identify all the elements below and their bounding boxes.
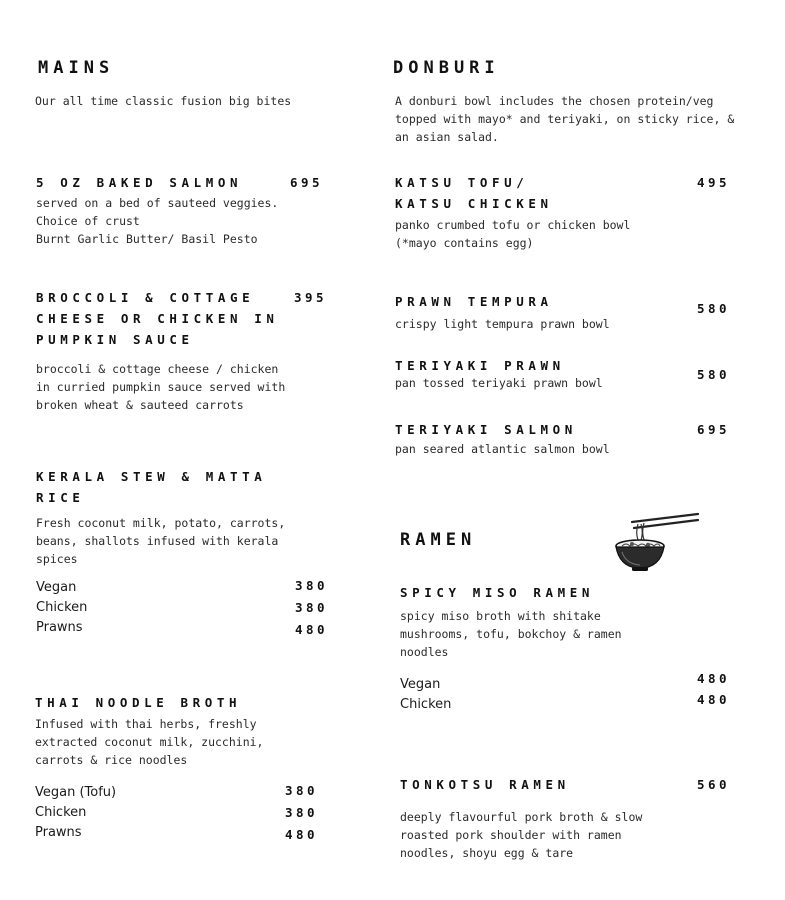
menu-item-name: BROCCOLI & COTTAGE CHEESE OR CHICKEN IN PUMPKIN SAUCE [36,290,279,347]
mains-title: MAINS [38,58,115,78]
ramen-title: RAMEN [400,530,477,550]
menu-item-price: 695 [697,422,731,437]
menu-item-name: KATSU TOFU/ KATSU CHICKEN [395,175,553,211]
menu-item-description: broccoli & cottage cheese / chicken in curried pumpkin sauce served with broken wheat & sauteed carrots [36,362,286,412]
variant-label: Prawns [35,825,82,840]
menu-item-name: KERALA STEW & MATTA RICE [36,469,267,505]
variant-label: Chicken [35,805,87,820]
menu-item-description: deeply flavourful pork broth & slow roasted pork shoulder with ramen noodles, shoyu egg & tare [400,810,643,860]
menu-item-description: Infused with thai herbs, freshly extracted coconut milk, zucchini, carrots & rice noodles [35,717,264,767]
menu-item-description: Fresh coconut milk, potato, carrots, beans, shallots infused with kerala spices [36,516,286,566]
variant-label: Chicken [400,697,452,712]
variant-price: 380 [295,578,329,593]
variant-price: 480 [697,671,731,686]
menu-item-name: 5 OZ BAKED SALMON [36,175,243,190]
menu-item-price: 695 [290,175,324,190]
menu-item-description: served on a bed of sauteed veggies. Choice of crust Burnt Garlic Butter/ Basil Pesto [36,196,279,246]
donburi-title: DONBURI [393,58,500,78]
variant-label: Vegan [400,677,441,692]
variant-price: 380 [295,600,329,615]
variant-label: Vegan (Tofu) [35,785,117,800]
menu-item-name: TERIYAKI SALMON [395,422,577,437]
menu-item-description: pan seared atlantic salmon bowl [395,442,610,456]
menu-item-name: PRAWN TEMPURA [395,294,553,309]
menu-item-price: 580 [697,301,731,316]
variant-price: 380 [285,783,319,798]
donburi-subtitle: A donburi bowl includes the chosen protein/veg topped with mayo* and teriyaki, on sticky rice, & an asian salad. [395,94,735,144]
menu-item-name: TERIYAKI PRAWN [395,358,565,373]
variant-price: 480 [285,827,319,842]
menu-item-price: 580 [697,367,731,382]
menu-item-name: SPICY MISO RAMEN [400,585,595,600]
menu-item-description: crispy light tempura prawn bowl [395,317,610,331]
variant-label: Vegan [36,580,77,595]
menu-item-description: spicy miso broth with shitake mushrooms, tofu, bokchoy & ramen noodles [400,609,622,659]
menu-item-description: panko crumbed tofu or chicken bowl (*mayo contains egg) [395,218,631,250]
menu-item-price: 560 [697,777,731,792]
menu-item-name: THAI NOODLE BROTH [35,695,242,710]
variant-price: 380 [285,805,319,820]
ramen-bowl-icon [610,510,702,576]
variant-price: 480 [295,622,329,637]
menu-item-price: 395 [294,290,328,305]
menu-item-price: 495 [697,175,731,190]
menu-item-description: pan tossed teriyaki prawn bowl [395,376,603,390]
variant-label: Chicken [36,600,88,615]
mains-subtitle: Our all time classic fusion big bites [35,94,292,108]
menu-item-name: TONKOTSU RAMEN [400,777,570,792]
variant-label: Prawns [36,620,83,635]
variant-price: 480 [697,692,731,707]
